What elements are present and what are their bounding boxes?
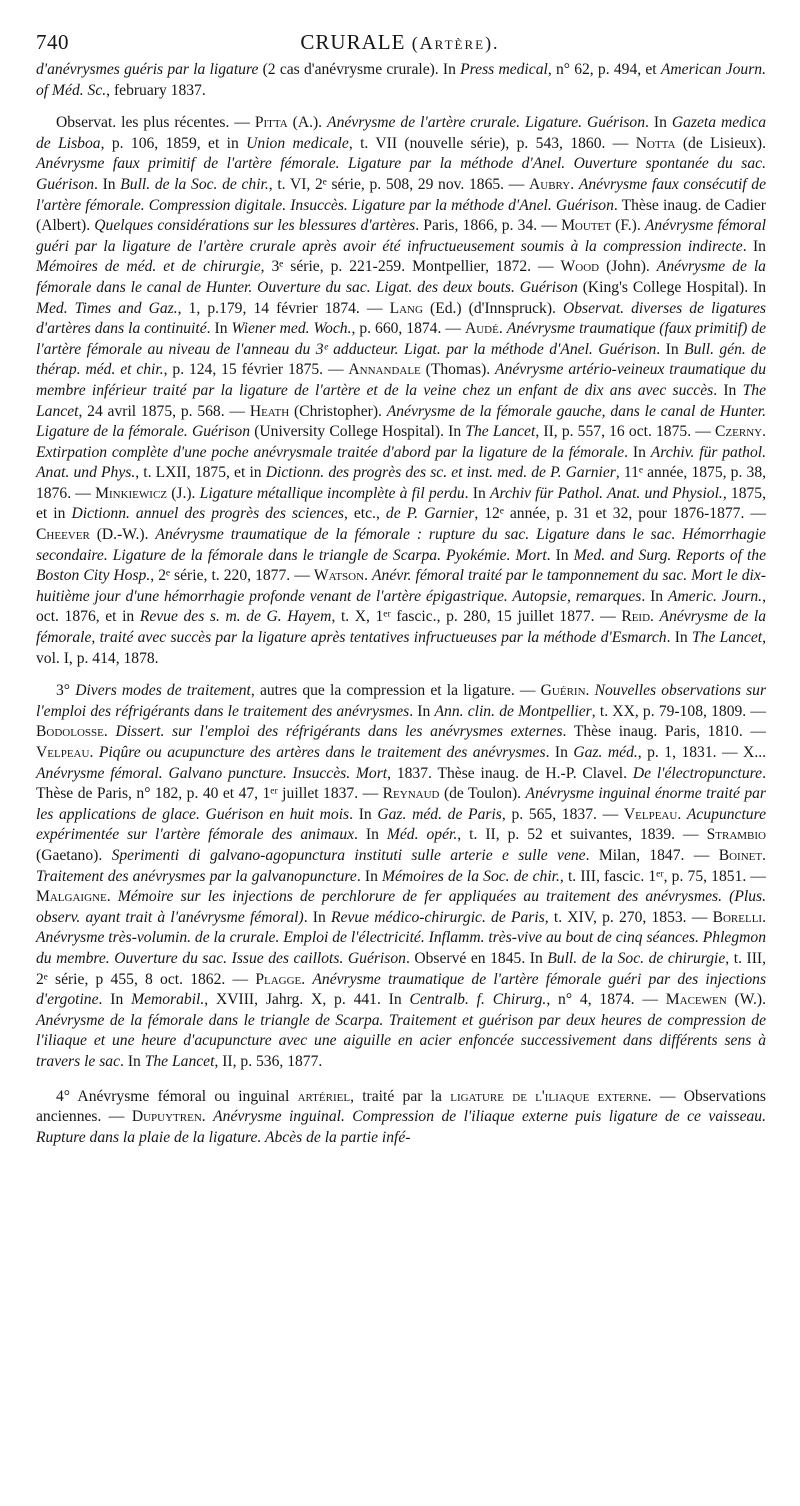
paragraph-continuation: d'anévrysmes guéris par la ligature (2 cas d'anévrysme crurale). In Press medical, n° 62, p. 494, et American Journ. of Méd. Sc., february 1837. xyxy=(36,61,766,99)
running-head-subtitle: (Artère). xyxy=(411,33,500,53)
page-header xyxy=(36,30,764,56)
page-number: 740 xyxy=(36,30,69,54)
paragraph-iliac-ligature: 4° Anévrysme fémoral ou inguinal artériel, traité par la ligature de l'iliaque externe. — Observations anciennes. — Dupuytren. Anévrysme inguinal. Compression de l'iliaque externe puis ligature de ce vaisseau. Rupture dans la plaie de la ligature. Abcès de la partie infé- xyxy=(36,1087,767,1146)
paragraph-other-treatments: 3° Divers modes de traitement, autres que la compression et la ligature. — Guérin. Nouvelles observations sur l'emploi des réfrigérants dans le traitement des anévrysmes. In Ann. clin. de Montpellier, t. XX, p. 79-108, 1809. — Bodolosse. Dissert. sur l'emploi des réfrigérants dans les anévrysmes externes. Thèse inaug. Paris, 1810. — Velpeau. Piqûre ou acupuncture des artères dans le traitement des anévrysmes. In Gaz. méd., p. 1, 1831. — X... Anévrysme fémoral. Galvano puncture. Insuccès. Mort, 1837. Thèse inaug. de H.-P. Clavel. De l'électropuncture. Thèse de Paris, n° 182, p. 40 et 47, 1ᵉʳ juillet 1837. — Reynaud (de Toulon). Anévrysme inguinal énorme traité par les applications de glace. Guérison en huit mois. In Gaz. méd. de Paris, p. 565, 1837. — Velpeau. Acupuncture expérimentée sur l'artère fémorale des animaux. In Méd. opér., t. II, p. 52 et suivantes, 1839. — Strambio (Gaetano). Sperimenti di galvano-agopunctura instituti sulle arterie e sulle vene. Milan, 1847. — Boinet. Traitement des anévrysmes par la galvanopuncture. In Mémoires de la Soc. de chir., t. III, fascic. 1ᵉʳ, p. 75, 1851. — Malgaigne. Mémoire sur les injections de perchlorure de fer appliquées au traitement des anévrysmes. (Plus. observ. ayant trait à l'anévrysme fémoral). In Revue médico-chirurgic. de Paris, t. XIV, p. 270, 1853. — Borelli. Anévrysme très-volumin. de la crurale. Emploi de l'électricité. Inflamm. très-vive au bout de cinq séances. Phlegmon du membre. Ouverture du sac. Issue des caillots. Guérison. Observé en 1845. In Bull. de la Soc. de chirurgie, t. III, 2ᵉ série, p 455, 8 oct. 1862. — Plagge. Anévrysme traumatique de l'artère fémorale guéri par des injections d'ergotine. In Memorabil., XVIII, Jahrg. X, p. 441. In Centralb. f. Chirurg., n° 4, 1874. — Macewen (W.). Anévrysme de la fémorale dans le triangle de Scarpa. Traitement et guérison par deux heures de compression de l'iliaque et une heure d'acupuncture avec une aiguille en acier enfoncée successivement dans différents sens à travers le sac. In The Lancet, II, p. 536, 1877. xyxy=(36,682,767,1070)
running-head xyxy=(36,30,764,55)
paragraph-recent-observations: Observat. les plus récentes. — Pitta (A.). Anévrysme de l'artère crurale. Ligature. Guérison. In Gazeta medica de Lisboa, p. 106, 1859, et in Union medicale, t. VII (nouvelle série), p. 543, 1860. — Notta (de Lisieux). Anévrysme faux primitif de l'artère fémorale. Ligature par la méthode d'Anel. Ouverture spontanée du sac. Guérison. In Bull. de la Soc. de chir., t. VI, 2ᵉ série, p. 508, 29 nov. 1865. — Aubry. Anévrysme faux consécutif de l'artère fémorale. Compression digitale. Insuccès. Ligature par la méthode d'Anel. Guérison. Thèse inaug. de Cadier (Albert). Quelques considérations sur les blessures d'artères. Paris, 1866, p. 34. — Moutet (F.). Anévrysme fémoral guéri par la ligature de l'artère crurale après avoir été infructueusement soumis à la compression indirecte. In Mémoires de méd. et de chirurgie, 3ᵉ série, p. 221-259. Montpellier, 1872. — Wood (John). Anévrysme de la fémorale dans le canal de Hunter. Ouverture du sac. Ligat. des deux bouts. Guérison (King's College Hospital). In Med. Times and Gaz., 1, p.179, 14 février 1874. — Lang (Ed.) (d'Innspruck). Observat. diverses de ligatures d'artères dans la continuité. In Wiener med. Woch., p. 660, 1874. — Audé. Anévrysme traumatique (faux primitif) de l'artère fémorale au niveau de l'anneau du 3ᵉ adducteur. Ligat. par la méthode d'Anel. Guérison. In Bull. gén. de thérap. méd. et chir., p. 124, 15 février 1875. — Annandale (Thomas). Anévrysme artério-veineux traumatique du membre inférieur traité par la ligature de l'artère et de la veine chez un enfant de dix ans avec succès. In The Lancet, 24 avril 1875, p. 568. — Heath (Christopher). Anévrysme de la fémorale gauche, dans le canal de Hunter. Ligature de la fémorale. Guérison (University College Hospital). In The Lancet, II, p. 557, 16 oct. 1875. — Czerny. Extirpation complète d'une poche anévrysmale traitée d'abord par la ligature de la fémorale. In Archiv. für pathol. Anat. und Phys., t. LXII, 1875, et in Dictionn. des progrès des sc. et inst. med. de P. Garnier, 11ᵉ année, 1875, p. 38, 1876. — Minkiewicz (J.). Ligature métallique incomplète à fil perdu. In Archiv für Pathol. Anat. und Physiol., 1875, et in Dictionn. annuel des progrès des sciences, etc., de P. Garnier, 12ᵉ année, p. 31 et 32, pour 1876-1877. — Cheever (D.-W.). Anévrysme traumatique de la fémorale : rupture du sac. Ligature dans le sac. Hémorrhagie secondaire. Ligature de la fémorale dans le triangle de Scarpa. Pyokémie. Mort. In Med. and Surg. Reports of the Boston City Hosp., 2ᵉ série, t. 220, 1877. — Watson. Anévr. fémoral traité par le tamponnement du sac. Mort le dix-huitième jour d'une hémorrhagie profonde venant de l'artère épigastrique. Autopsie, remarques. In Americ. Journ., oct. 1876, et in Revue des s. m. de G. Hayem, t. X, 1ᵉʳ fascic., p. 280, 15 juillet 1877. — Reid. Anévrysme de la fémorale, traité avec succès par la ligature après tentatives infructueuses par la méthode d'Esmarch. In The Lancet, vol. I, p. 414, 1878. xyxy=(36,114,767,667)
running-head-title: CRURALE xyxy=(300,30,406,54)
body-text xyxy=(36,60,766,1148)
